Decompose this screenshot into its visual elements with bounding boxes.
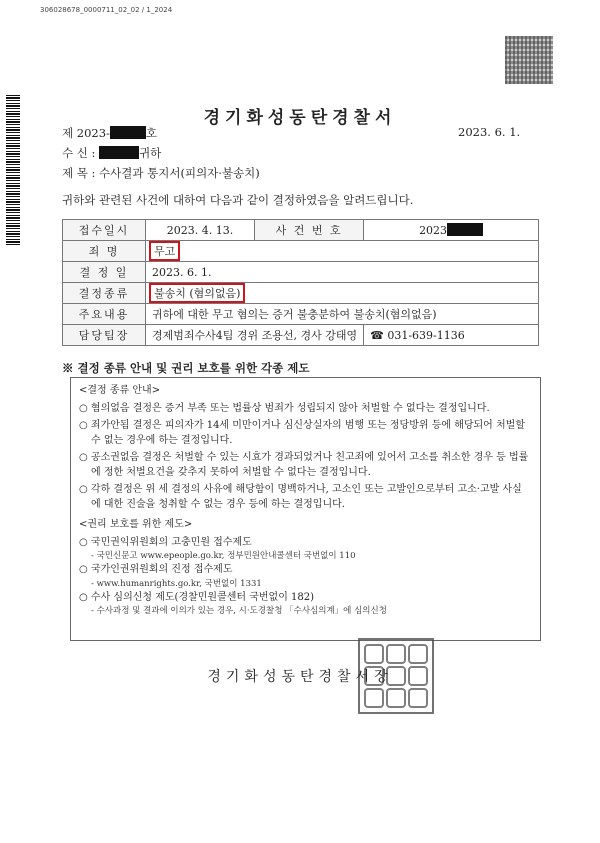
- recipient: [62, 145, 161, 161]
- guide-item: ○ 죄가안됨 결정은 피의자가 14세 미만이거나 심신상실자의 범행 또는 정당방위 등에 해당되어 처벌할 수 없는 경우에 하는 결정입니다.: [79, 420, 525, 446]
- redacted-block: [110, 126, 146, 139]
- document-id: 306028678_0000711_02_02 / 1_2024: [40, 6, 173, 14]
- summary-value: 귀하에 대한 무고 혐의는 증거 불충분하여 불송치(혐의없음): [146, 304, 539, 325]
- case-number-value: [364, 220, 539, 241]
- receipt-date-value: 2023. 4. 13.: [146, 220, 255, 241]
- document-number: [62, 125, 157, 141]
- redacted-case-number: [447, 223, 483, 236]
- rights-item-title: ○ 수사 심의신청 제도(경찰민원콜센터 국번없이 182): [79, 591, 315, 603]
- notice-box: [70, 377, 541, 641]
- decision-type-value: [146, 283, 539, 304]
- decision-type-label: 결정종류: [63, 283, 146, 304]
- phone-cell: [364, 325, 539, 346]
- rights-item-detail: - www.humanrights.go.kr, 국번없이 1331: [91, 578, 262, 589]
- document-number-prefix: 제 2023-: [62, 126, 110, 140]
- intro-text: 귀하와 관련된 사건에 대하여 다음과 같이 결정하였음을 알려드립니다.: [62, 193, 414, 207]
- rights-item-title: ○ 국민권익위원회의 고충민원 접수제도: [79, 536, 252, 548]
- decision-type-highlight: 불송치 (혐의없음): [149, 283, 245, 303]
- case-number-prefix: 2023: [419, 224, 448, 237]
- recipient-suffix: 귀하: [139, 146, 162, 160]
- officer-label: 담당팀장: [63, 325, 146, 346]
- rights-item-title: ○ 국가인권위원회의 진정 접수제도: [79, 564, 233, 575]
- case-number-label: 사 건 번 호: [255, 220, 364, 241]
- redacted-recipient: [99, 146, 139, 159]
- decision-date-value: 2023. 6. 1.: [146, 262, 539, 283]
- phone-icon: ☎: [370, 328, 384, 342]
- recipient-label: 수 신 :: [62, 146, 96, 160]
- guide-heading: <결정 종류 안내>: [79, 385, 161, 396]
- document-title: 경기화성동탄경찰서: [203, 108, 397, 128]
- charge-value: [146, 241, 539, 262]
- case-info-table: [62, 219, 539, 346]
- subject-line: 제 목 : 수사결과 통지서(피의자·불송치): [62, 166, 260, 180]
- officer-value: 경제범죄수사4팀 경위 조용선, 경사 강태영: [146, 325, 364, 346]
- guide-item: ○ 공소권없음 결정은 처벌할 수 있는 시효가 경과되었거나 친고죄에 있어서 고소를 취소한 경우 등 법률에 정한 처벌요건을 갖추지 못하여 처벌할 수 없다는 결정입니다.: [79, 452, 529, 478]
- rights-heading: <권리 보호를 위한 제도>: [79, 519, 193, 530]
- issue-date: 2023. 6. 1.: [458, 125, 521, 139]
- document-number-suffix: 호: [145, 126, 158, 140]
- charge-label: 죄 명: [63, 241, 146, 262]
- notice-heading: ※ 결정 종류 안내 및 권리 보호를 위한 각종 제도: [62, 361, 310, 375]
- issuer-signature: 경기화성동탄경찰서장: [207, 669, 393, 685]
- charge-highlight: 무고: [149, 241, 180, 261]
- summary-label: 주요내용: [63, 304, 146, 325]
- decision-date-label: 결 정 일: [63, 262, 146, 283]
- guide-item: ○ 각하 결정은 위 세 결정의 사유에 해당함이 명백하거나, 고소인 또는 고발인으로부터 고소·고발 사실에 대한 진술을 청취할 수 없는 경우 등에 하는 결정입니다.: [79, 484, 522, 510]
- receipt-date-label: 접수일시: [63, 220, 146, 241]
- guide-item: ○ 혐의없음 결정은 증거 부족 또는 법률상 범죄가 성립되지 않아 처벌할 수 없다는 결정입니다.: [79, 402, 490, 414]
- rights-item-detail: - 국민신문고 www.epeople.go.kr, 정부민원안내콜센터 국번없이 110: [91, 551, 356, 561]
- rights-item-detail: - 수사과정 및 결과에 이의가 있는 경우, 시·도경찰청 「수사심의계」에 심의신청: [91, 606, 387, 616]
- phone-number: 031-639-1136: [387, 328, 465, 342]
- qr-code: [505, 36, 553, 84]
